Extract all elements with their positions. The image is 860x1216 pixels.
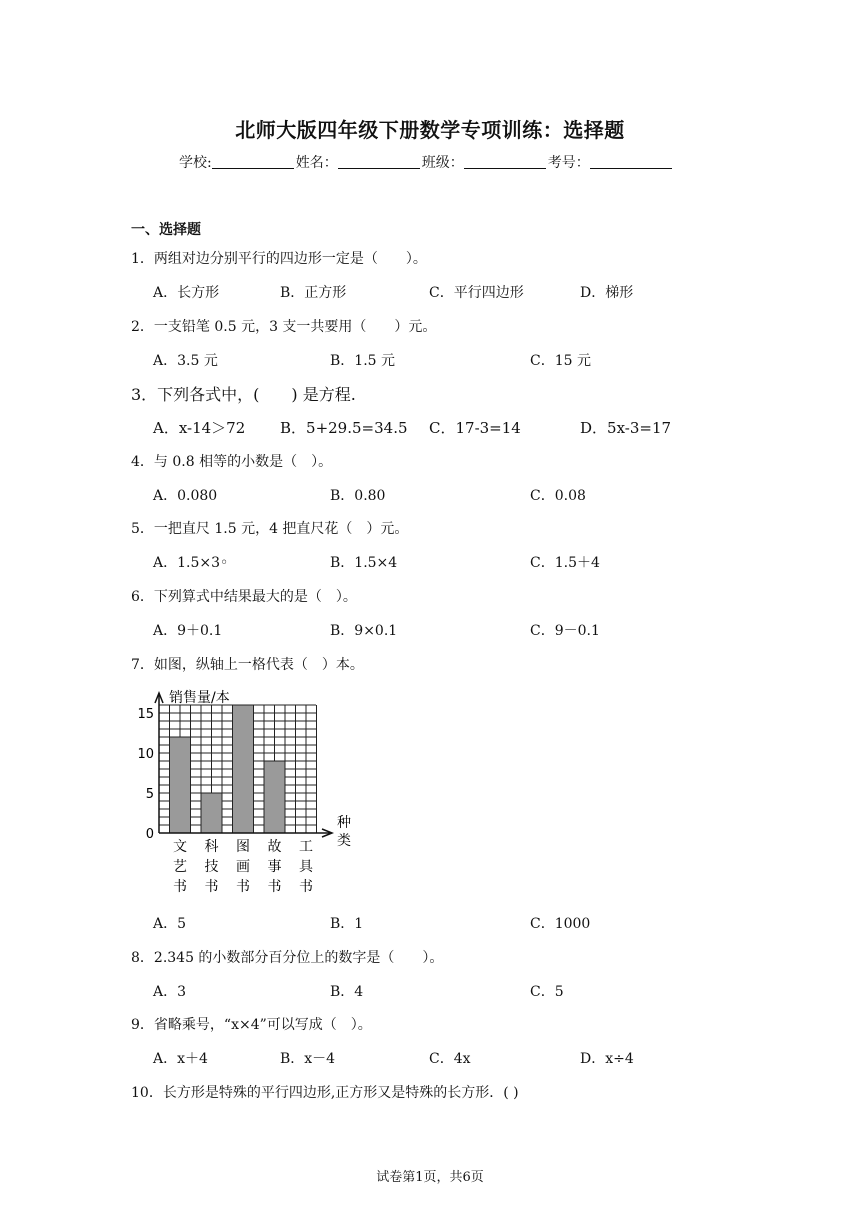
question-7: 7．如图，纵轴上一格代表（ ）本。 <box>131 657 364 673</box>
option-c: C．9－0.1 <box>530 623 600 639</box>
option-a: A．9＋0.1 <box>153 623 223 639</box>
option-a: A．3 <box>153 984 187 1000</box>
chart-ticks <box>137 707 154 842</box>
category-label-3: 故事书 <box>267 839 282 895</box>
option-b: B．正方形 <box>280 285 347 301</box>
option-d: D．梯形 <box>580 285 634 301</box>
bar-3 <box>264 761 285 833</box>
option-c: C．5 <box>530 984 564 1000</box>
option-d: D．x÷4 <box>580 1051 634 1067</box>
option-c: C．1000 <box>530 916 591 932</box>
category-label-4: 工具书 <box>299 839 313 895</box>
option-b: B．x－4 <box>280 1051 336 1067</box>
option-b: B．4 <box>330 984 364 1000</box>
y-tick-label: 15 <box>137 707 154 722</box>
option-b: B．1.5×4 <box>330 555 398 571</box>
page-footer: 试卷第1页，共6页 <box>376 1170 484 1185</box>
page-title: 北师大版四年级下册数学专项训练：选择题 <box>235 118 625 142</box>
chart-x-axis-label: 种类 <box>337 815 351 849</box>
question-8: 8．2.345 的小数部分百分位上的数字是（ ）。 <box>131 950 444 966</box>
category-label-2: 图画书 <box>236 839 250 895</box>
sales-bar-chart <box>128 685 368 897</box>
option-c: C．0.08 <box>530 488 586 504</box>
chart-y-axis-label: 销售量/本 <box>169 690 230 706</box>
option-a: A．3.5 元 <box>153 353 218 369</box>
class-blank <box>464 154 546 169</box>
question-6: 6．下列算式中结果最大的是（ ）。 <box>131 589 357 605</box>
option-a: A．x＋4 <box>153 1051 208 1067</box>
y-tick-label: 10 <box>137 747 154 762</box>
question-9: 9．省略乘号，“x×4”可以写成（ ）。 <box>131 1017 372 1033</box>
option-a: A．5 <box>153 916 187 932</box>
option-b: B．0.80 <box>330 488 386 504</box>
option-a: A．长方形 <box>153 285 220 301</box>
question-5: 5．一把直尺 1.5 元，4 把直尺花（ ）元。 <box>131 521 409 537</box>
section-title: 一、选择题 <box>131 222 201 238</box>
question-1: 1．两组对边分别平行的四边形一定是（ ）。 <box>131 251 427 267</box>
option-c: C．17-3=14 <box>429 419 521 437</box>
class-label: 班级： <box>421 155 464 171</box>
option-b: B．5+29.5=34.5 <box>280 419 408 437</box>
option-b: B．9×0.1 <box>330 623 398 639</box>
category-label-0: 文艺书 <box>173 839 187 895</box>
y-tick-label: 0 <box>145 827 154 842</box>
name-label: 姓名： <box>295 155 338 171</box>
chart-category-labels <box>173 838 314 895</box>
name-blank <box>338 154 420 169</box>
option-b: B．1 <box>330 916 364 932</box>
exam-no-label: 考号： <box>547 155 590 171</box>
bar-0 <box>170 737 191 833</box>
question-4: 4．与 0.8 相等的小数是（ ）。 <box>131 454 333 470</box>
school-label: 学校: <box>179 155 212 171</box>
option-c: C．4x <box>429 1051 471 1067</box>
question-3: 3．下列各式中，( ) 是方程. <box>131 385 356 404</box>
bar-2 <box>233 705 254 833</box>
option-c: C．15 元 <box>530 353 591 369</box>
question-2: 2．一支铅笔 0.5 元，3 支一共要用（ ）元。 <box>131 319 437 335</box>
option-b: B．1.5 元 <box>330 353 396 369</box>
exam-no-blank <box>590 154 672 169</box>
school-blank <box>212 154 294 169</box>
option-a: A．0.080 <box>153 488 218 504</box>
category-label-1: 科技书 <box>204 839 219 895</box>
option-c: C．1.5＋4 <box>530 555 600 571</box>
option-a: A．1.5×3◦ <box>153 555 229 571</box>
option-c: C．平行四边形 <box>429 285 524 301</box>
student-info-line <box>179 152 674 172</box>
option-d: D．5x-3=17 <box>580 419 672 437</box>
option-a: A．x-14＞72 <box>153 419 246 437</box>
question-10: 10．长方形是特殊的平行四边形,正方形又是特殊的长方形．( ) <box>131 1085 519 1101</box>
bar-1 <box>201 793 222 833</box>
y-tick-label: 5 <box>145 787 154 802</box>
